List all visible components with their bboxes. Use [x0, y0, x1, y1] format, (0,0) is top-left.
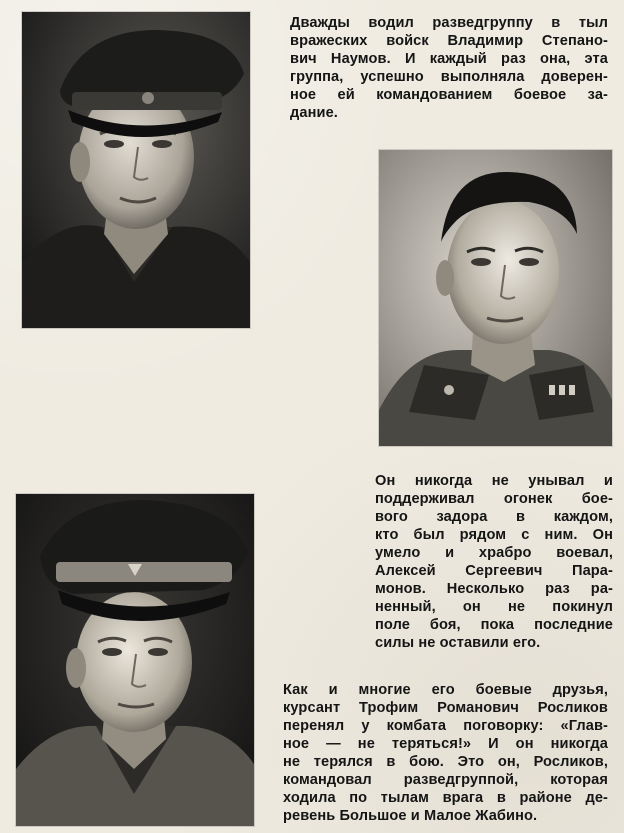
caption-line: вражеских войск Владимир Степано- [290, 33, 608, 49]
caption-line: ное ей командованием боевое за- [290, 87, 608, 103]
caption-line: поддерживал огонек боe- [375, 491, 613, 507]
caption-line: Как и многие его боевые друзья, [283, 682, 608, 698]
caption-line: Дважды водил разведгруппу в тыл [290, 15, 608, 31]
caption-line: ное — не теряться!» И он никогда [283, 736, 608, 752]
caption-line: ревень Большое и Малое Жабино. [283, 808, 538, 824]
caption-line: силы не оставили его. [375, 635, 541, 651]
portrait-roslikov-image [16, 494, 254, 826]
caption-naumov [290, 14, 608, 122]
caption-line: монов. Несколько раз ра- [375, 581, 613, 597]
caption-paramonov [375, 472, 613, 652]
caption-line: вич Наумов. И каждый раз она, эта [290, 51, 608, 67]
caption-line: Он никогда не унывал и [375, 473, 613, 489]
caption-line: ненный, он не покинул [375, 599, 613, 615]
caption-line: Алексей Сергеевич Пара- [375, 563, 613, 579]
caption-line: дание. [290, 105, 338, 121]
caption-line: умело и храбро воевал, [375, 545, 613, 561]
caption-roslikov [283, 681, 608, 825]
caption-line: ходила по тылам врага в районе де- [283, 790, 608, 806]
caption-line: не терялся в бою. Это он, Росликов, [283, 754, 608, 770]
caption-line: курсант Трофим Романович Росликов [283, 700, 608, 716]
portrait-photo-naumov [22, 12, 250, 328]
caption-line: кто был рядом с ним. Он [375, 527, 613, 543]
caption-line: вого задора в каждом, [375, 509, 613, 525]
caption-line: группа, успешно выполняла доверен- [290, 69, 608, 85]
portrait-naumov-image [22, 12, 250, 328]
portrait-paramonov-image [379, 150, 612, 446]
caption-line: поле боя, пока последние [375, 617, 613, 633]
caption-line: командовал разведгруппой, которая [283, 772, 608, 788]
portrait-photo-roslikov [16, 494, 254, 826]
caption-line: перенял у комбата поговорку: «Глав- [283, 718, 608, 734]
portrait-photo-paramonov [379, 150, 612, 446]
